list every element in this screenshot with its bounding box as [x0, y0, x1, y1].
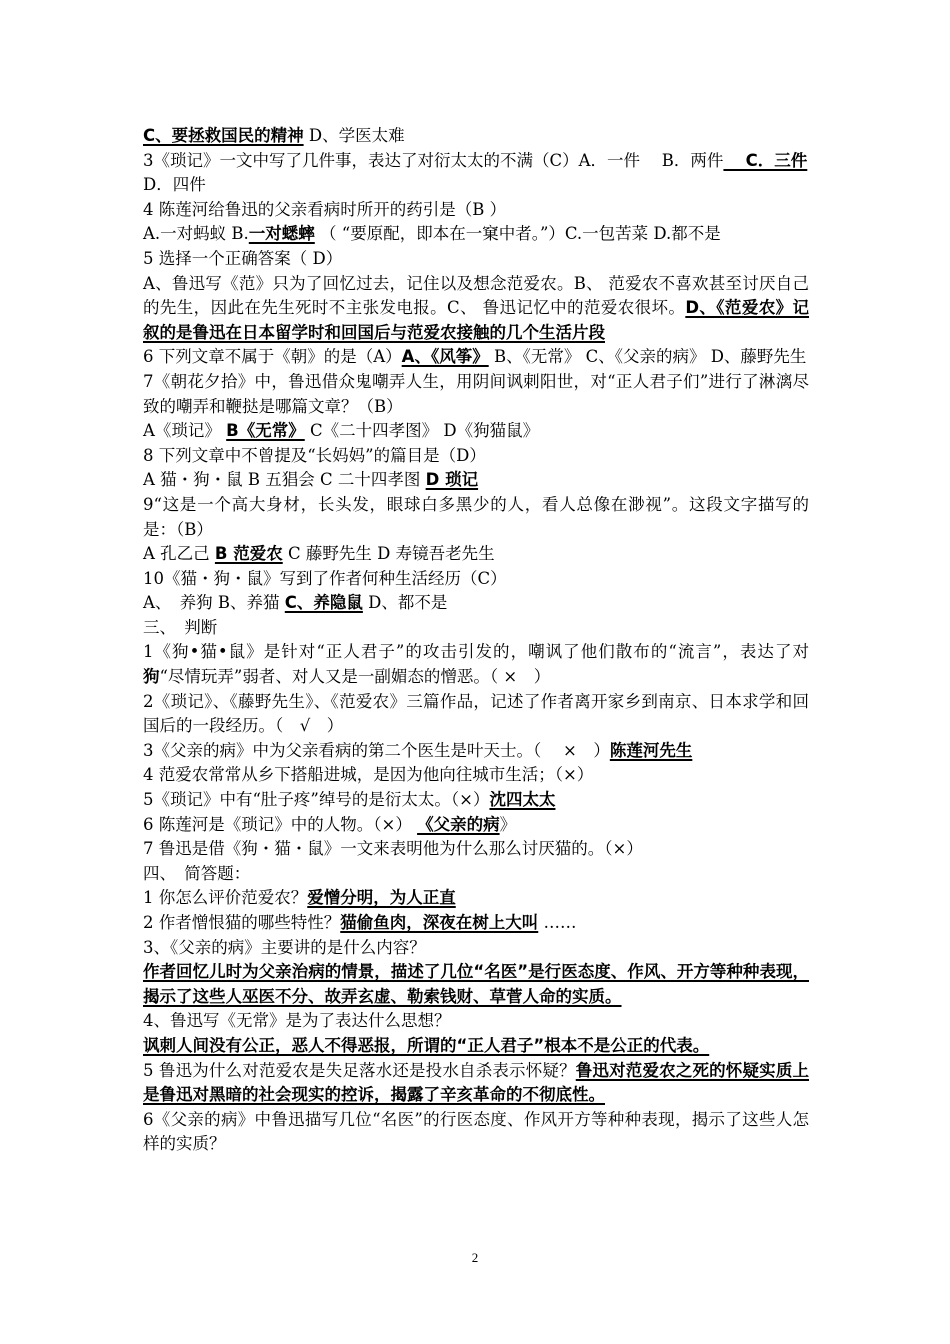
text-paragraph — [143, 198, 809, 223]
text-paragraph — [143, 124, 809, 149]
text-paragraph — [143, 911, 809, 936]
text-paragraph — [143, 739, 809, 764]
text-run: 6 陈莲河是《琐记》中的人物。（×） — [143, 814, 418, 834]
text-run: 7《朝花夕拾》中，鲁迅借众鬼嘲弄人生，用阴间讽刺阳世，对“正人君子们”进行了淋漓尽致的嘲弄和鞭挞是哪篇文章？（B） — [143, 371, 809, 416]
text-run: 6《父亲的病》中鲁迅描写几位“名医”的行医态度、作风开方等种种表现，揭示了这些人怎样的实质？ — [143, 1109, 809, 1154]
text-run: 4、鲁迅写《无常》是为了表达什么思想？ — [143, 1011, 451, 1031]
text-run: C《二十四孝图》 D《狗猫鼠》 — [304, 421, 540, 441]
text-paragraph — [143, 837, 809, 862]
text-paragraph — [143, 1034, 809, 1059]
document-body — [143, 124, 824, 1157]
text-run: 3、《父亲的病》主要讲的是什么内容？ — [143, 937, 426, 957]
text-run: 2 作者憎恨猫的哪些特性？ — [143, 913, 341, 932]
text-run: 4 陈莲河给鲁迅的父亲看病时所开的药引是（B ） — [143, 199, 507, 219]
answer-text: 作者回忆儿时为父亲治病的情景，描述了几位“名医”是行医态度、作风、开方等种种表现，揭示了这些人巫医不分、故弄玄虚、勒索钱财、草菅人命的实质。 — [143, 962, 809, 1006]
text-run: （ “要原配，即本在一窠中者。”）C.一包苦菜 D.都不是 — [314, 224, 721, 244]
answer-text: 一对蟋蟀 — [248, 224, 315, 244]
text-run: 9“这是一个高大身材，长头发，眼球白多黑少的人，看人总像在渺视”。这段文字描写的是：（B） — [143, 494, 809, 539]
text-run: 3《琐记》一文中写了几件事，表达了对衍太太的不满（C）A．一件 B．两件 — [143, 150, 724, 170]
text-run: “尽情玩弄”弱者、对人又是一副媚态的憎恶。（ × ） — [159, 667, 551, 687]
text-paragraph — [143, 936, 809, 961]
text-run: 7 鲁迅是借《狗・猫・鼠》一文来表明他为什么那么讨厌猫的。（×） — [143, 839, 643, 859]
text-run: A 孔乙己 — [143, 544, 215, 564]
text-run: D、都不是 — [362, 593, 448, 613]
answer-text: B 范爱农 — [214, 544, 283, 564]
text-paragraph — [143, 345, 809, 370]
answer-text: 猫偷鱼肉，深夜在树上大叫 — [340, 913, 539, 932]
text-paragraph — [143, 247, 809, 272]
text-paragraph — [143, 149, 824, 198]
page-number: 2 — [471, 1250, 479, 1265]
text-paragraph — [143, 1059, 809, 1108]
text-run: 1 你怎么评价范爱农？ — [143, 888, 308, 908]
text-run: 8 下列文章中不曾提及“长妈妈”的篇目是（D） — [143, 445, 486, 465]
answer-text: C、要拯救国民的精神 — [143, 126, 304, 145]
text-paragraph — [143, 567, 809, 592]
text-run: 5 选择一个正确答案（ D） — [143, 248, 343, 268]
answer-text: D 琐记 — [425, 470, 479, 490]
text-run: 6 下列文章不属于《朝》的是（A） — [143, 347, 402, 367]
text-run: A、 养狗 B、养猫 — [143, 593, 285, 613]
answer-text: D、《范爱农》记叙的是鲁迅在日本留学时和回国后与范爱农接触的几个生活片段 — [143, 298, 810, 342]
answer-text: 陈莲河先生 — [609, 740, 693, 760]
text-paragraph — [143, 763, 809, 788]
text-paragraph — [143, 542, 809, 567]
text-run: A《琐记》 — [143, 421, 227, 441]
text-run: 》 — [499, 814, 517, 834]
text-run: 10《猫・狗・鼠》写到了作者何种生活经历（C） — [143, 568, 507, 588]
text-run: 三、 判断 — [143, 617, 218, 637]
text-run: 1《狗•猫•鼠》是针对“正人君子”的攻击引发的，嘲讽了他们散布的“流言”，表达了对 — [143, 642, 809, 662]
text-run: 4 范爱农常常从乡下搭船进城，是因为他向往城市生活；（×） — [143, 765, 594, 785]
answer-text: C、养隐鼠 — [284, 593, 363, 613]
text-paragraph — [143, 222, 809, 247]
text-paragraph — [143, 1108, 809, 1157]
answer-text: B《无常》 — [226, 421, 305, 441]
text-paragraph — [143, 960, 809, 1009]
text-paragraph — [143, 616, 809, 641]
text-paragraph — [143, 272, 809, 346]
text-paragraph — [143, 419, 809, 444]
bold-text: 狗 — [143, 667, 160, 687]
answer-text: C．三件 — [723, 150, 808, 170]
text-paragraph — [143, 468, 809, 493]
text-run: C 藤野先生 D 寿镜吾老先生 — [282, 544, 495, 564]
text-paragraph — [143, 591, 809, 616]
text-run: A.一对蚂蚁 B. — [143, 224, 249, 244]
text-paragraph — [143, 813, 809, 838]
text-run: 5《琐记》中有“肚子疼”绰号的是衍太太。（×） — [143, 790, 490, 810]
text-run: D．四件 — [143, 150, 824, 195]
answer-text: 鲁迅对范爱农之死的怀疑实质上是鲁迅对黑暗的社会现实的控诉，揭露了辛亥革命的不彻底性。 — [143, 1060, 810, 1105]
text-run: A 猫・狗・鼠 B 五猖会 C 二十四孝图 — [143, 470, 426, 490]
text-paragraph — [143, 788, 809, 813]
text-run: B、《无常》 C、《父亲的病》 D、藤野先生 — [488, 347, 807, 367]
text-run: A、鲁迅写《范》只为了回忆过去，记住以及想念范爱农。B、 范爱农不喜欢甚至讨厌自己的先生，因此在先生死时不主张发电报。C、 鲁迅记忆中的范爱农很坏。 — [143, 273, 809, 318]
text-run: 四、 简答题： — [143, 863, 251, 883]
text-run: 2《琐记》、《藤野先生》、《范爱农》三篇作品，记述了作者离开家乡到南京、日本求学和回国后的一段经历。（ √ ） — [143, 691, 809, 736]
text-run: 5 鲁迅为什么对范爱农是失足落水还是投水自杀表示怀疑？ — [143, 1060, 576, 1080]
text-paragraph — [143, 690, 809, 739]
answer-text: 沈四太太 — [489, 790, 556, 810]
text-paragraph — [143, 1009, 809, 1034]
text-run: 3《父亲的病》中为父亲看病的第二个医生是叶天士。（ × ） — [143, 740, 610, 760]
answer-text: A、《风筝》 — [401, 347, 489, 367]
text-paragraph — [143, 886, 809, 911]
text-paragraph — [143, 370, 809, 419]
answer-text: 讽刺人间没有公正，恶人不得恶报，所谓的“正人君子”根本不是公正的代表。 — [143, 1035, 710, 1055]
text-paragraph — [143, 444, 809, 469]
text-paragraph — [143, 493, 809, 542]
answer-text: 爱憎分明，为人正直 — [307, 888, 456, 908]
text-run: D、学医太难 — [303, 126, 405, 145]
text-run: …… — [538, 913, 577, 932]
text-paragraph — [143, 640, 809, 689]
text-paragraph — [143, 862, 809, 887]
answer-text: 《父亲的病 — [417, 814, 500, 834]
